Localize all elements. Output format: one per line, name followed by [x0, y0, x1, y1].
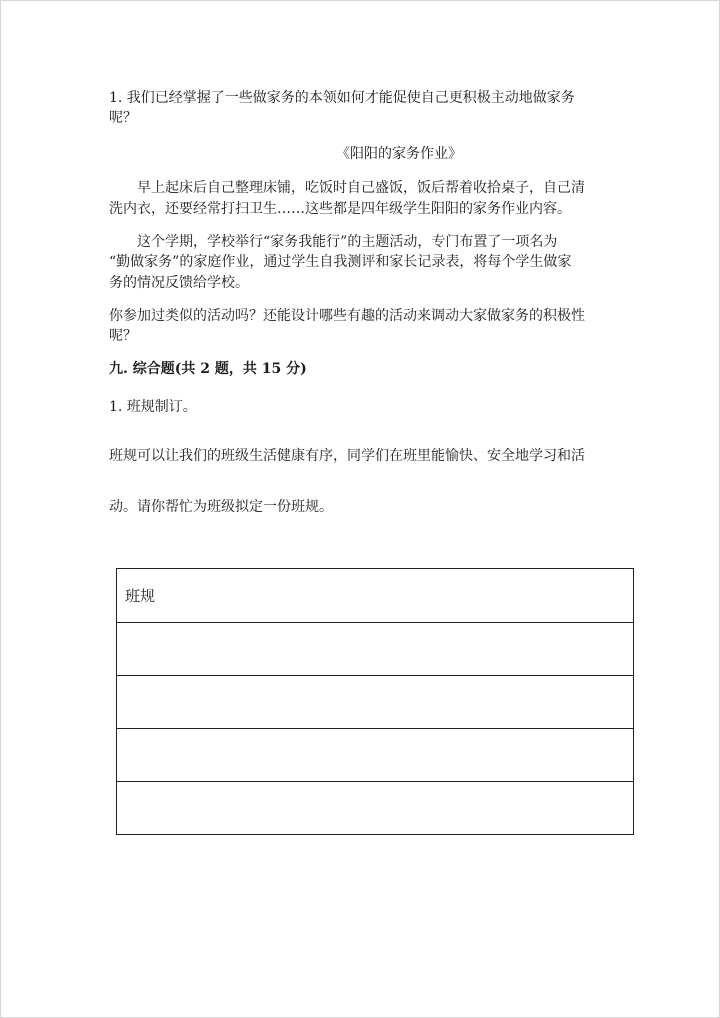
table-row[interactable]: [117, 622, 633, 675]
article-para1-line2: 洗内衣，还要经常打扫卫生……这些都是四年级学生阳阳的家务作业内容。: [109, 201, 571, 217]
table-header-row: [117, 569, 633, 622]
table-row[interactable]: [117, 781, 633, 834]
section9-q1-title: 1. 班规制订。: [109, 399, 197, 415]
article-para2-line3: 务的情况反馈给学校。: [109, 275, 249, 291]
followup-line1: 你参加过类似的活动吗？还能设计哪些有趣的活动来调动大家做家务的积极性: [109, 308, 585, 324]
section9-heading: 九. 综合题(共 2 题，共 15 分): [109, 361, 307, 377]
question1-line2: 呢？: [109, 110, 137, 126]
section9-q1-line1: 班规可以让我们的班级生活健康有序，同学们在班里能愉快、安全地学习和活: [109, 448, 585, 464]
article-para1-line1: 早上起床后自己整理床铺，吃饭时自己盛饭，饭后帮着收拾桌子，自己清: [137, 180, 585, 196]
table-header-label: 班规: [125, 587, 156, 605]
article-title: 《阳阳的家务作业》: [336, 146, 462, 162]
article-para2-line2: “勤做家务”的家庭作业，通过学生自我测评和家长记录表，将每个学生做家: [109, 254, 572, 270]
article-para2-line1: 这个学期，学校举行“家务我能行”的主题活动，专门布置了一项名为: [137, 234, 558, 250]
question1-line1: 1. 我们已经掌握了一些做家务的本领如何才能促使自己更积极主动地做家务: [109, 90, 575, 106]
class-rules-table: [116, 568, 634, 835]
section9-q1-line2: 动。请你帮忙为班级拟定一份班规。: [109, 499, 333, 515]
table-row[interactable]: [117, 728, 633, 781]
table-row[interactable]: [117, 675, 633, 728]
followup-line2: 呢？: [109, 328, 137, 344]
